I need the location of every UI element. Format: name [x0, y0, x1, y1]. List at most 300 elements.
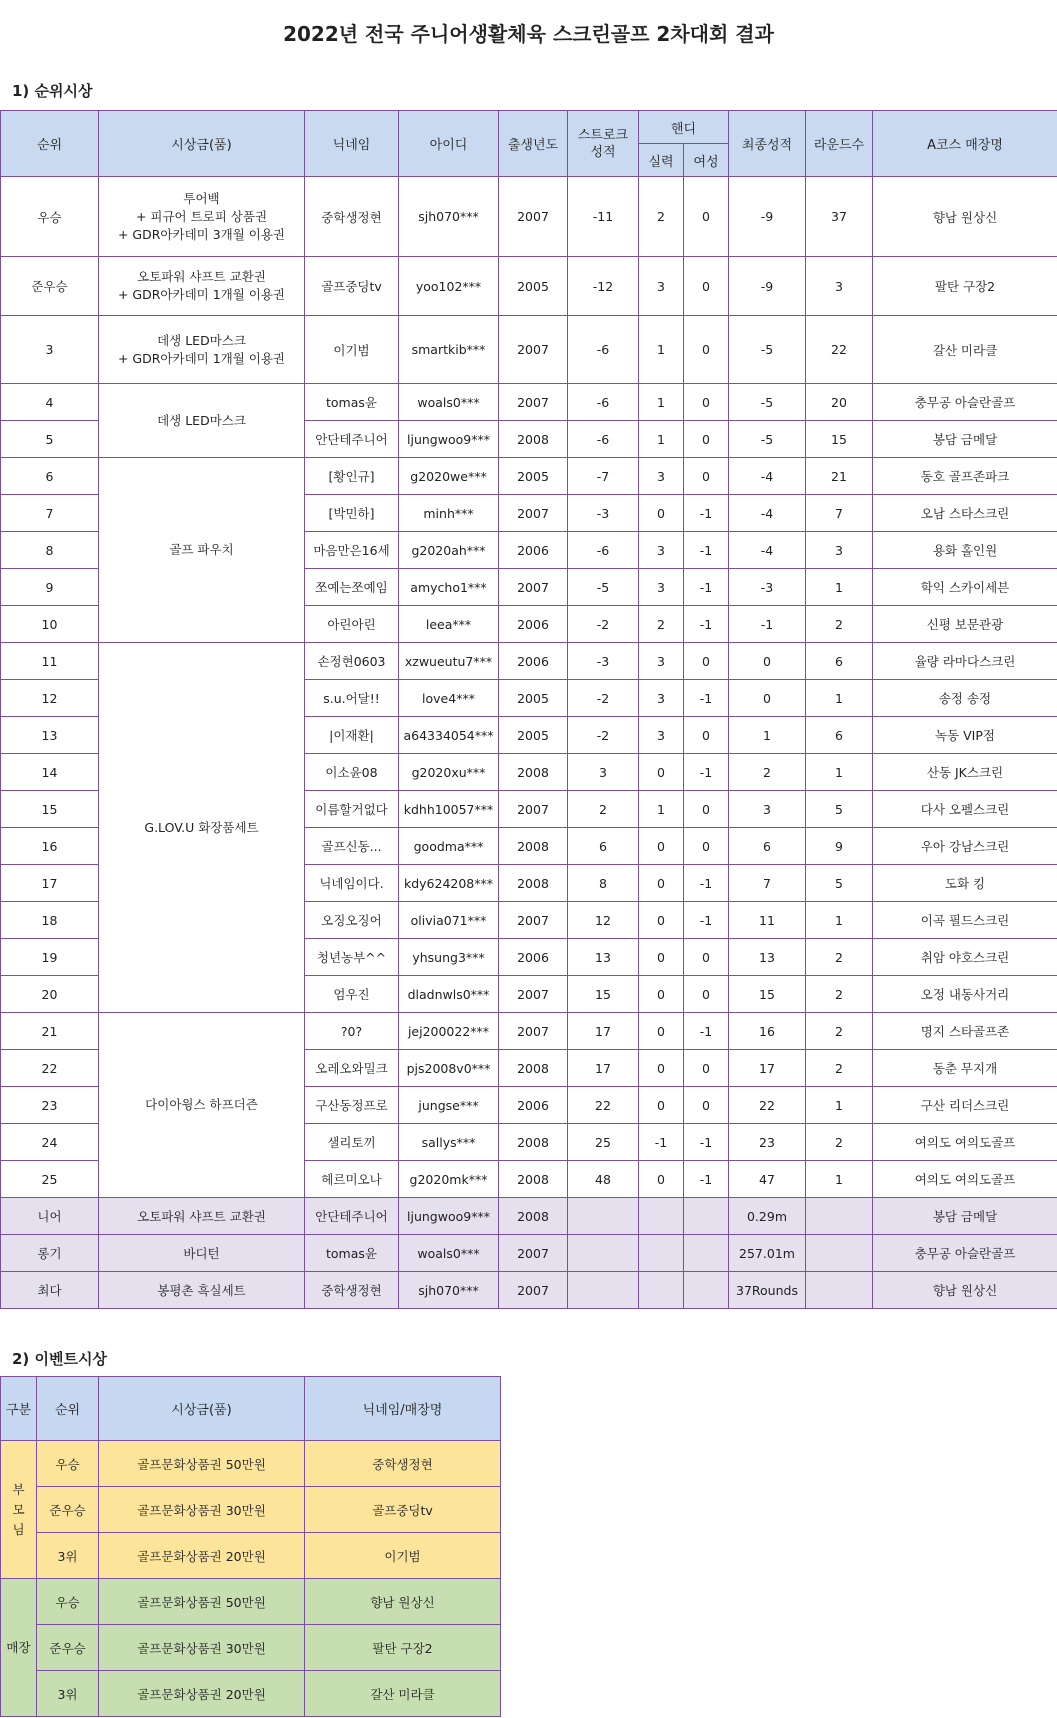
event-rank-cell: 준우승 [37, 1487, 99, 1533]
female-cell: 0 [684, 828, 729, 865]
store-cell: 여의도 여의도골프 [873, 1124, 1057, 1161]
rounds-cell: 7 [806, 495, 873, 532]
skill-cell: 0 [639, 1013, 684, 1050]
event-row [1, 1625, 501, 1671]
rounds-cell: 1 [806, 1087, 873, 1124]
store-cell: 녹동 VIP점 [873, 717, 1057, 754]
store-cell: 팔탄 구장2 [873, 257, 1057, 316]
id-cell: a64334054*** [399, 717, 499, 754]
rank-cell: 11 [1, 643, 99, 680]
prize-line: + 피규어 트로피 상품권 [135, 208, 268, 224]
final-cell: 2 [729, 754, 806, 791]
rounds-cell: 6 [806, 643, 873, 680]
rounds-cell: 1 [806, 680, 873, 717]
rank-cell: 준우승 [1, 257, 99, 316]
empty-cell [639, 1235, 684, 1272]
final-cell: 16 [729, 1013, 806, 1050]
event-row [1, 1441, 501, 1487]
final-cell: 0 [729, 643, 806, 680]
rank-cell: 7 [1, 495, 99, 532]
event-prize-cell: 골프문화상품권 30만원 [99, 1487, 305, 1533]
skill-cell: 1 [639, 384, 684, 421]
rounds-cell: 22 [806, 316, 873, 384]
empty-cell [639, 1272, 684, 1309]
final-cell: -5 [729, 384, 806, 421]
nick-cell: 구산동정프로 [305, 1087, 399, 1124]
rank-cell: 4 [1, 384, 99, 421]
prize-cell [99, 643, 305, 1013]
rounds-cell: 20 [806, 384, 873, 421]
id-cell: leea*** [399, 606, 499, 643]
event-prize-cell: 골프문화상품권 20만원 [99, 1533, 305, 1579]
header-rounds: 라운드수 [806, 111, 873, 177]
nick-cell: 이기범 [305, 316, 399, 384]
nick-cell: 아린아린 [305, 606, 399, 643]
event-name-cell: 향남 원상신 [305, 1579, 501, 1625]
id-cell: xzwueutu7*** [399, 643, 499, 680]
event-header-prize: 시상금(품) [99, 1377, 305, 1441]
skill-cell: 0 [639, 754, 684, 791]
rank-cell: 15 [1, 791, 99, 828]
id-cell: g2020xu*** [399, 754, 499, 791]
result-cell: 37Rounds [729, 1272, 806, 1309]
result-cell: 0.29m [729, 1198, 806, 1235]
rank-cell: 9 [1, 569, 99, 606]
female-cell: 0 [684, 421, 729, 458]
rank-cell: 16 [1, 828, 99, 865]
birth-cell: 2008 [499, 1161, 568, 1198]
id-cell: love4*** [399, 680, 499, 717]
id-cell: woals0*** [399, 1235, 499, 1272]
skill-cell: 0 [639, 828, 684, 865]
nick-cell: tomas윤 [305, 1235, 399, 1272]
event-name-cell: 이기범 [305, 1533, 501, 1579]
final-cell: 47 [729, 1161, 806, 1198]
summary-label-cell: 최다 [1, 1272, 99, 1309]
female-cell: 0 [684, 177, 729, 257]
store-cell: 충무공 아슬란골프 [873, 1235, 1057, 1272]
skill-cell: 3 [639, 569, 684, 606]
birth-cell: 2008 [499, 421, 568, 458]
store-cell: 학익 스카이세븐 [873, 569, 1057, 606]
final-cell: -9 [729, 257, 806, 316]
birth-cell: 2007 [499, 495, 568, 532]
prize-cell [99, 384, 305, 458]
event-rank-cell: 우승 [37, 1579, 99, 1625]
birth-cell: 2007 [499, 384, 568, 421]
skill-cell: 3 [639, 257, 684, 316]
empty-cell [806, 1198, 873, 1235]
rounds-cell: 2 [806, 1124, 873, 1161]
birth-cell: 2008 [499, 754, 568, 791]
header-handicap: 핸디 [639, 111, 729, 144]
birth-cell: 2007 [499, 902, 568, 939]
event-table [0, 1376, 501, 1717]
stroke-cell: -3 [568, 495, 639, 532]
female-cell: -1 [684, 902, 729, 939]
final-cell: -9 [729, 177, 806, 257]
female-cell: 0 [684, 643, 729, 680]
birth-cell: 2008 [499, 1050, 568, 1087]
header-store: A코스 매장명 [873, 111, 1057, 177]
stroke-cell: -6 [568, 384, 639, 421]
prize-cell: 봉평촌 흑실세트 [99, 1272, 305, 1309]
id-cell: minh*** [399, 495, 499, 532]
store-cell: 산동 JK스크린 [873, 754, 1057, 791]
birth-cell: 2006 [499, 1087, 568, 1124]
stroke-cell: 15 [568, 976, 639, 1013]
birth-cell: 2008 [499, 1124, 568, 1161]
nick-cell: [황인규] [305, 458, 399, 495]
birth-cell: 2006 [499, 643, 568, 680]
rank-cell: 17 [1, 865, 99, 902]
stroke-cell: 25 [568, 1124, 639, 1161]
final-cell: 0 [729, 680, 806, 717]
id-cell: amycho1*** [399, 569, 499, 606]
stroke-cell: 48 [568, 1161, 639, 1198]
store-cell: 율량 라마다스크린 [873, 643, 1057, 680]
prize-line: 데생 LED마스크 [157, 412, 246, 428]
table-row [1, 316, 1057, 384]
skill-cell: 0 [639, 1087, 684, 1124]
header-nickname: 닉네임 [305, 111, 399, 177]
event-name-cell: 갈산 미라클 [305, 1671, 501, 1717]
event-row [1, 1487, 501, 1533]
birth-cell: 2005 [499, 680, 568, 717]
rank-cell: 24 [1, 1124, 99, 1161]
id-cell: ljungwoo9*** [399, 1198, 499, 1235]
event-category-cell: 매장 [1, 1579, 37, 1717]
id-cell: kdy624208*** [399, 865, 499, 902]
store-cell: 송정 송정 [873, 680, 1057, 717]
female-cell: 0 [684, 1087, 729, 1124]
final-cell: 3 [729, 791, 806, 828]
female-cell: 0 [684, 257, 729, 316]
rounds-cell: 9 [806, 828, 873, 865]
birth-cell: 2005 [499, 257, 568, 316]
rounds-cell: 2 [806, 1050, 873, 1087]
nick-cell: 골프신동... [305, 828, 399, 865]
summary-label-cell: 니어 [1, 1198, 99, 1235]
stroke-cell: -12 [568, 257, 639, 316]
female-cell: -1 [684, 680, 729, 717]
nick-cell: |이재환| [305, 717, 399, 754]
store-cell: 다사 오펠스크린 [873, 791, 1057, 828]
skill-cell: 0 [639, 495, 684, 532]
stroke-cell: -7 [568, 458, 639, 495]
final-cell: -5 [729, 316, 806, 384]
skill-cell: 3 [639, 717, 684, 754]
nick-cell: 닉네임이다. [305, 865, 399, 902]
rounds-cell: 1 [806, 902, 873, 939]
store-cell: 우아 강남스크린 [873, 828, 1057, 865]
rounds-cell: 2 [806, 939, 873, 976]
skill-cell: 3 [639, 680, 684, 717]
id-cell: kdhh10057*** [399, 791, 499, 828]
store-cell: 용화 홀인원 [873, 532, 1057, 569]
rounds-cell: 21 [806, 458, 873, 495]
rank-cell: 25 [1, 1161, 99, 1198]
event-name-cell: 팔탄 구장2 [305, 1625, 501, 1671]
stroke-cell: 12 [568, 902, 639, 939]
stroke-cell: -3 [568, 643, 639, 680]
id-cell: sjh070*** [399, 177, 499, 257]
nick-cell: 골프중딩tv [305, 257, 399, 316]
prize-cell [99, 316, 305, 384]
table-row [1, 177, 1057, 257]
stroke-cell: -6 [568, 532, 639, 569]
event-rank-cell: 준우승 [37, 1625, 99, 1671]
store-cell: 동춘 무지개 [873, 1050, 1057, 1087]
female-cell: 0 [684, 791, 729, 828]
final-cell: -4 [729, 495, 806, 532]
stroke-cell: 6 [568, 828, 639, 865]
female-cell: 0 [684, 1050, 729, 1087]
header-handicap-skill: 실력 [639, 144, 684, 177]
nick-cell: 엄우진 [305, 976, 399, 1013]
skill-cell: 0 [639, 865, 684, 902]
final-cell: 23 [729, 1124, 806, 1161]
birth-cell: 2008 [499, 1198, 568, 1235]
prize-line: 다이아윙스 하프더즌 [145, 1097, 258, 1112]
store-cell: 오남 스타스크린 [873, 495, 1057, 532]
skill-cell: 3 [639, 458, 684, 495]
result-cell: 257.01m [729, 1235, 806, 1272]
store-cell: 향남 원상신 [873, 1272, 1057, 1309]
prize-cell: 바디턴 [99, 1235, 305, 1272]
id-cell: ljungwoo9*** [399, 421, 499, 458]
skill-cell: 0 [639, 939, 684, 976]
skill-cell: 2 [639, 177, 684, 257]
rank-cell: 14 [1, 754, 99, 791]
skill-cell: 2 [639, 606, 684, 643]
stroke-cell: -2 [568, 680, 639, 717]
prize-cell [99, 1013, 305, 1198]
female-cell: -1 [684, 606, 729, 643]
stroke-cell: -2 [568, 717, 639, 754]
skill-cell: 1 [639, 421, 684, 458]
rounds-cell: 2 [806, 606, 873, 643]
empty-cell [568, 1235, 639, 1272]
id-cell: jungse*** [399, 1087, 499, 1124]
header-stroke: 스트로크 성적 [568, 111, 639, 177]
header-final-score: 최종성적 [729, 111, 806, 177]
skill-cell: 0 [639, 1050, 684, 1087]
nick-cell: [박민하] [305, 495, 399, 532]
female-cell: -1 [684, 754, 729, 791]
event-rank-cell: 우승 [37, 1441, 99, 1487]
female-cell: -1 [684, 1124, 729, 1161]
stroke-cell: 3 [568, 754, 639, 791]
event-row [1, 1579, 501, 1625]
rank-cell: 8 [1, 532, 99, 569]
event-header-category: 구분 [1, 1377, 37, 1441]
rank-cell: 13 [1, 717, 99, 754]
female-cell: 0 [684, 384, 729, 421]
birth-cell: 2007 [499, 1272, 568, 1309]
skill-cell: 0 [639, 1161, 684, 1198]
female-cell: 0 [684, 939, 729, 976]
birth-cell: 2007 [499, 1235, 568, 1272]
store-cell: 여의도 여의도골프 [873, 1161, 1057, 1198]
female-cell: -1 [684, 865, 729, 902]
store-cell: 도화 킹 [873, 865, 1057, 902]
id-cell: goodma*** [399, 828, 499, 865]
table-row [1, 257, 1057, 316]
store-cell: 동호 골프존파크 [873, 458, 1057, 495]
id-cell: pjs2008v0*** [399, 1050, 499, 1087]
event-prize-cell: 골프문화상품권 50만원 [99, 1441, 305, 1487]
rank-cell: 3 [1, 316, 99, 384]
nick-cell: 손정현0603 [305, 643, 399, 680]
rank-cell: 23 [1, 1087, 99, 1124]
nick-cell: 오징오징어 [305, 902, 399, 939]
female-cell: -1 [684, 532, 729, 569]
birth-cell: 2007 [499, 1013, 568, 1050]
table-row [1, 384, 1057, 421]
nick-cell: 오레오와밀크 [305, 1050, 399, 1087]
rank-cell: 10 [1, 606, 99, 643]
prize-line: 데생 LED마스크 [157, 332, 246, 348]
final-cell: 7 [729, 865, 806, 902]
id-cell: g2020we*** [399, 458, 499, 495]
rounds-cell: 3 [806, 257, 873, 316]
store-cell: 취암 야호스크린 [873, 939, 1057, 976]
rounds-cell: 2 [806, 1013, 873, 1050]
nick-cell: 마음만은16세 [305, 532, 399, 569]
empty-cell [639, 1198, 684, 1235]
empty-cell [684, 1272, 729, 1309]
birth-cell: 2005 [499, 717, 568, 754]
birth-cell: 2007 [499, 569, 568, 606]
skill-cell: 1 [639, 316, 684, 384]
prize-cell: 오토파워 샤프트 교환권 [99, 1198, 305, 1235]
nick-cell: tomas윤 [305, 384, 399, 421]
empty-cell [806, 1235, 873, 1272]
prize-line: 투어백 [183, 190, 220, 206]
rank-cell: 6 [1, 458, 99, 495]
nick-cell: 쪼예는쪼예임 [305, 569, 399, 606]
stroke-cell: 17 [568, 1050, 639, 1087]
id-cell: yhsung3*** [399, 939, 499, 976]
store-cell: 향남 원상신 [873, 177, 1057, 257]
rounds-cell: 5 [806, 865, 873, 902]
stroke-cell: 22 [568, 1087, 639, 1124]
birth-cell: 2007 [499, 976, 568, 1013]
prize-line: + GDR아카데미 1개월 이용권 [117, 287, 286, 302]
id-cell: smartkib*** [399, 316, 499, 384]
rank-cell: 19 [1, 939, 99, 976]
rounds-cell: 1 [806, 1161, 873, 1198]
nick-cell: 중학생정현 [305, 177, 399, 257]
final-cell: -1 [729, 606, 806, 643]
summary-label-cell: 롱기 [1, 1235, 99, 1272]
id-cell: yoo102*** [399, 257, 499, 316]
empty-cell [568, 1272, 639, 1309]
empty-cell [568, 1198, 639, 1235]
prize-line: G.LOV.U 화장품세트 [144, 819, 259, 835]
section-ranking-label: 1) 순위시상 [12, 82, 93, 100]
stroke-cell: 13 [568, 939, 639, 976]
nick-cell: 이름할거없다 [305, 791, 399, 828]
female-cell: 0 [684, 316, 729, 384]
skill-cell: 0 [639, 902, 684, 939]
stroke-cell: -6 [568, 316, 639, 384]
skill-cell: 3 [639, 532, 684, 569]
summary-row [1, 1235, 1057, 1272]
event-category-cell: 부 모 님 [1, 1441, 37, 1579]
store-cell: 봉담 금메달 [873, 421, 1057, 458]
rounds-cell: 2 [806, 976, 873, 1013]
store-cell: 갈산 미라클 [873, 316, 1057, 384]
id-cell: dladnwls0*** [399, 976, 499, 1013]
female-cell: -1 [684, 495, 729, 532]
nick-cell: 안단테주니어 [305, 421, 399, 458]
stroke-cell: -2 [568, 606, 639, 643]
nick-cell: ?0? [305, 1013, 399, 1050]
final-cell: 13 [729, 939, 806, 976]
nick-cell: 중학생정현 [305, 1272, 399, 1309]
store-cell: 이곡 필드스크린 [873, 902, 1057, 939]
rank-cell: 5 [1, 421, 99, 458]
summary-row [1, 1198, 1057, 1235]
prize-cell [99, 458, 305, 643]
skill-cell: 1 [639, 791, 684, 828]
nick-cell: 안단테주니어 [305, 1198, 399, 1235]
final-cell: -4 [729, 532, 806, 569]
stroke-cell: 17 [568, 1013, 639, 1050]
rank-cell: 우승 [1, 177, 99, 257]
id-cell: sallys*** [399, 1124, 499, 1161]
id-cell: jej200022*** [399, 1013, 499, 1050]
prize-line: + GDR아카데미 3개월 이용권 [117, 226, 286, 242]
rounds-cell: 1 [806, 754, 873, 791]
rank-cell: 22 [1, 1050, 99, 1087]
event-rank-cell: 3위 [37, 1533, 99, 1579]
nick-cell: 헤르미오나 [305, 1161, 399, 1198]
stroke-cell: -5 [568, 569, 639, 606]
header-birth-year: 출생년도 [499, 111, 568, 177]
rounds-cell: 15 [806, 421, 873, 458]
birth-cell: 2007 [499, 177, 568, 257]
id-cell: woals0*** [399, 384, 499, 421]
event-header-name: 닉네임/매장명 [305, 1377, 501, 1441]
rounds-cell: 3 [806, 532, 873, 569]
prize-line: 골프 파우치 [169, 542, 234, 557]
female-cell: 0 [684, 717, 729, 754]
event-prize-cell: 골프문화상품권 20만원 [99, 1671, 305, 1717]
section-event-label: 2) 이벤트시상 [12, 1350, 107, 1368]
ranking-table [0, 110, 1057, 1309]
birth-cell: 2007 [499, 791, 568, 828]
skill-cell: 3 [639, 643, 684, 680]
store-cell: 충무공 아슬란골프 [873, 384, 1057, 421]
rank-cell: 20 [1, 976, 99, 1013]
final-cell: 22 [729, 1087, 806, 1124]
stroke-cell: -6 [568, 421, 639, 458]
nick-cell: 청년농부^^ [305, 939, 399, 976]
store-cell: 명지 스타골프존 [873, 1013, 1057, 1050]
table-row [1, 1013, 1057, 1050]
prize-cell [99, 177, 305, 257]
final-cell: 15 [729, 976, 806, 1013]
store-cell: 신평 보문관광 [873, 606, 1057, 643]
rounds-cell: 1 [806, 569, 873, 606]
store-cell: 봉담 금메달 [873, 1198, 1057, 1235]
event-header-rank: 순위 [37, 1377, 99, 1441]
birth-cell: 2006 [499, 532, 568, 569]
header-prize: 시상금(품) [99, 111, 305, 177]
